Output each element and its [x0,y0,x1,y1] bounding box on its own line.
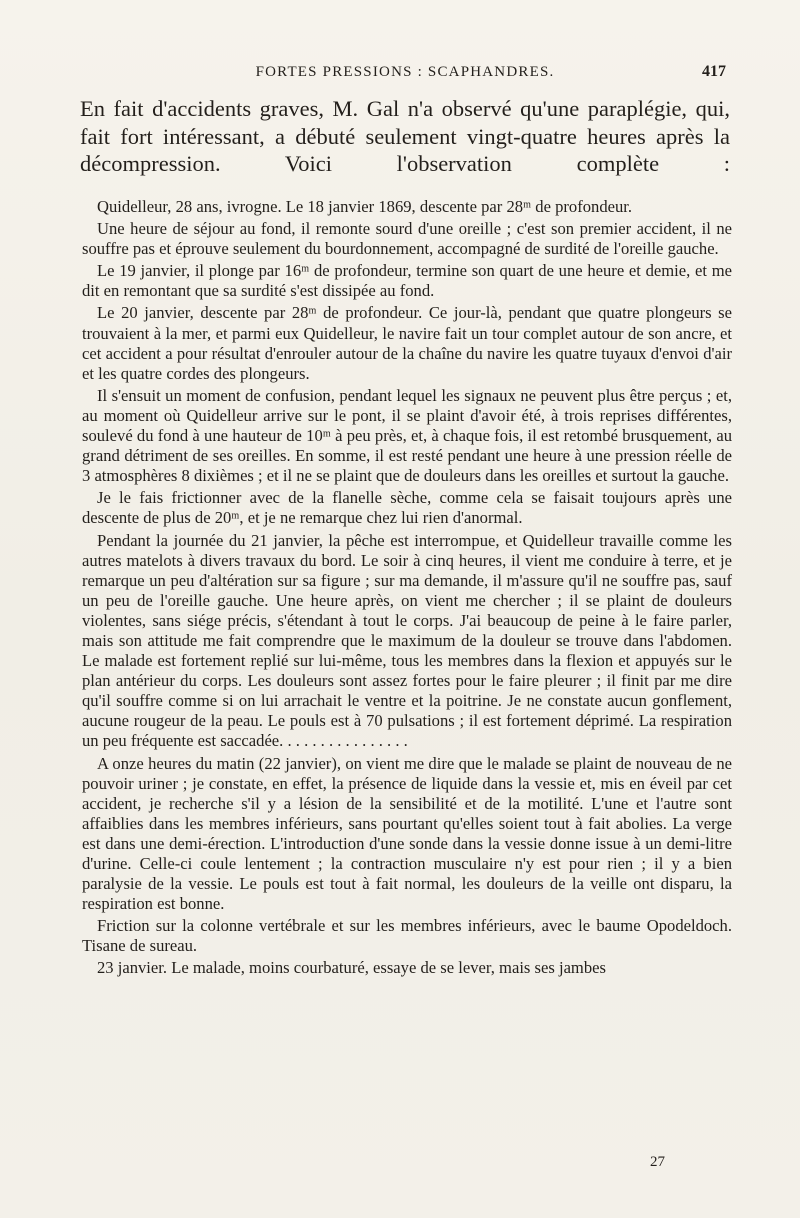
page-header [82,63,728,85]
intro-paragraph: En fait d'accidents graves, M. Gal n'a observé qu'une paraplégie, qui, fait fort intéressant, a débuté seulement vingt-quatre heures après la décompression. Voici l'observation complète : [80,96,730,176]
paragraph: Friction sur la colonne vertébrale et sur les membres inférieurs, avec le baume Opodeldoch. Tisane de sureau. [82,916,732,956]
paragraph: Pendant la journée du 21 janvier, la pêche est interrompue, et Quidelleur travaille comme les autres matelots à divers travaux du bord. Le soir à cinq heures, il vient me conduire à terre, et je remarque un peu d'altération sur sa figure ; sur ma demande, il m'assure qu'il ne souffre pas, sauf un peu de l'oreille gauche. Une heure après, on vient me chercher ; il se plaint de douleurs violentes, sans siége précis, s'étendant à tout le corps. J'ai beaucoup de peine à le faire parler, mais son attitude me fait comprendre que le maximum de la douleur se trouve dans l'abdomen. Le malade est fortement replié sur lui-même, tous les membres dans la flexion et appuyés sur le plan antérieur du corps. Les douleurs sont assez fortes pour le faire pleurer ; il finit par me dire qu'il souffre comme si on lui arrachait le ventre et la poitrine. Je ne constate aucun gonflement, aucune rougeur de la peau. Le pouls est à 70 pulsations ; il est fortement déprimé. La respiration un peu fréquente est saccadée. . . . . . . . . . . . . . . . [82,530,732,751]
paragraph: Le 19 janvier, il plonge par 16ᵐ de profondeur, termine son quart de une heure et demie, et me dit en remontant que sa surdité s'est dissipée au fond. [82,261,732,301]
paragraph: 23 janvier. Le malade, moins courbaturé, essaye de se lever, mais ses jambes [97,958,606,978]
paragraph: Le 20 janvier, descente par 28ᵐ de profondeur. Ce jour-là, pendant que quatre plongeurs se trouvaient à la mer, et parmi eux Quidelleur, le navire fait un tour complet autour de son ancre, et cet accident a pour résultat d'enrouler autour de la chaîne du navire les quatre tuyaux d'envoi d'air et les quatre cordes des plongeurs. [82,303,732,383]
running-title: FORTES PRESSIONS : SCAPHANDRES. [255,64,555,80]
paragraph: Une heure de séjour au fond, il remonte sourd d'une oreille ; c'est son premier accident, il ne souffre pas et éprouve seulement du bourdonnement, accompagné de surdité de l'oreille gauche. [82,219,732,259]
paragraph: Quidelleur, 28 ans, ivrogne. Le 18 janvier 1869, descente par 28ᵐ de profondeur. [97,197,633,216]
observation-text [82,197,732,981]
paragraph: Je le fais frictionner avec de la flanelle sèche, comme cela se faisait toujours après une descente de plus de 20ᵐ, et je ne remarque chez lui rien d'anormal. [82,488,732,528]
paragraph: A onze heures du matin (22 janvier), on vient me dire que le malade se plaint de nouveau de ne pouvoir uriner ; je constate, en effet, la présence de liquide dans la vessie et, mis en éveil par cet accident, je recherche s'il y a lésion de la sensibilité et de la motilité. L'une et l'autre sont affaiblies dans les membres inférieurs, sans pourtant qu'elles soient tout à fait abolies. La verge est dans une demi-érection. L'introduction d'une sonde dans la vessie donne issue à un demi-litre d'urine. Celle-ci coule lentement ; la contraction musculaire n'y est pour rien ; il y a bien paralysie de la vessie. Le pouls est tout à fait normal, les douleurs de la veille ont disparu, la respiration est bonne. [82,753,732,914]
signature-mark: 27 [650,1154,665,1170]
page-number: 417 [702,63,726,80]
paragraph: Il s'ensuit un moment de confusion, pendant lequel les signaux ne peuvent plus être perçus ; et, au moment où Quidelleur arrive sur le pont, il se plaint d'avoir été, à trois reprises différentes, soulevé du fond à une hauteur de 10ᵐ à peu près, et, à chaque fois, il est retombé brusquement, au grand détriment de ses oreilles. En somme, il est resté pendant une heure à une pression réelle de 3 atmosphères 8 dixièmes ; et il ne se plaint que de douleurs dans les oreilles et surtout la gauche. [82,385,732,486]
